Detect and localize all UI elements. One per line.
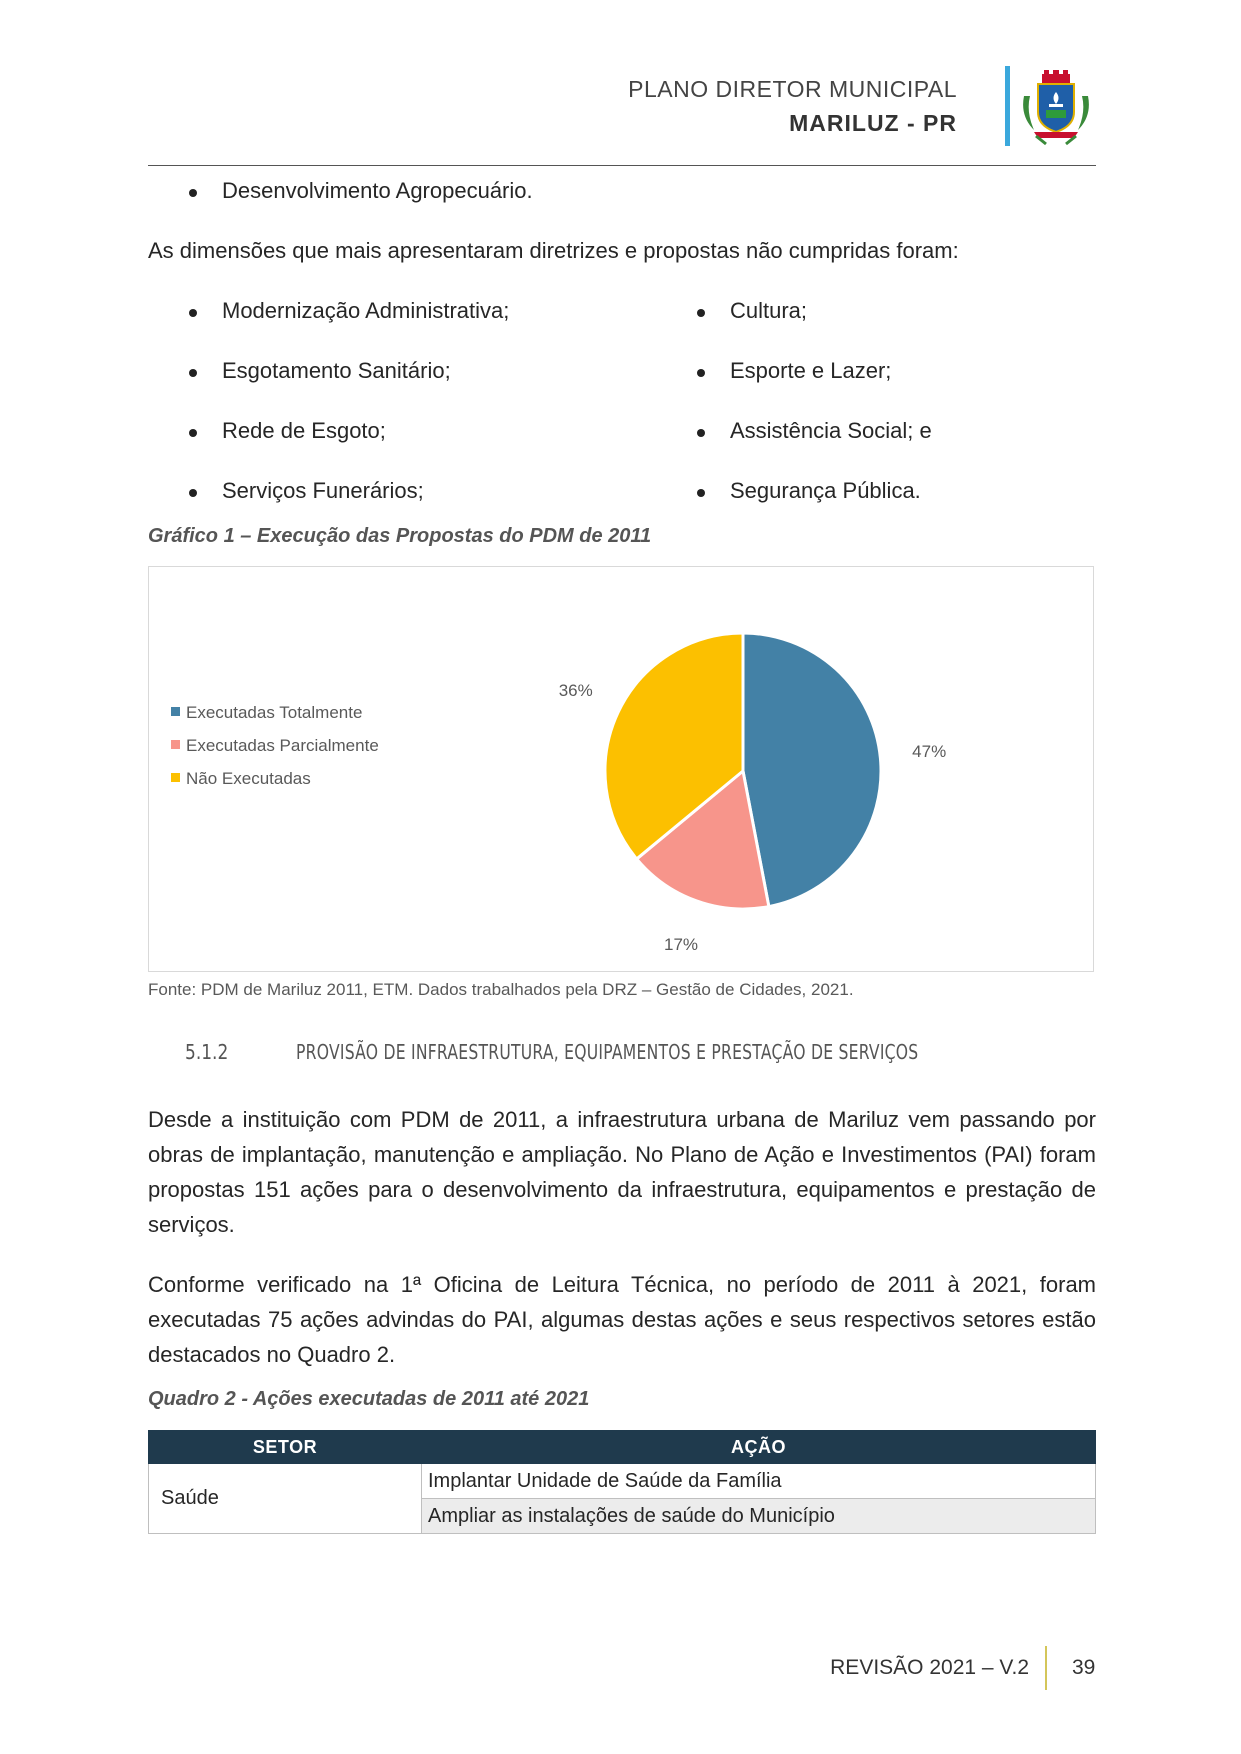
legend-label: Não Executadas [186, 769, 311, 788]
chart-source: Fonte: PDM de Mariluz 2011, ETM. Dados trabalhados pela DRZ – Gestão de Cidades, 2021. [148, 980, 854, 999]
dimension-item: Segurança Pública. [730, 478, 921, 503]
legend-swatch [171, 773, 180, 782]
chart-caption: Gráfico 1 – Execução das Propostas do PDM de 2011 [148, 525, 652, 547]
pie-data-label: 36% [558, 680, 593, 700]
table-caption: Quadro 2 - Ações executadas de 2011 até 2021 [148, 1388, 590, 1410]
dimensions-intro: As dimensões que mais apresentaram diretrizes e propostas não cumpridas foram: [148, 238, 959, 263]
dimension-item: Modernização Administrativa; [222, 298, 510, 323]
section-number: 5.1.2 [185, 1040, 229, 1064]
bullet-icon [189, 489, 197, 497]
header-accent-bar [1005, 66, 1010, 146]
pie-data-label: 47% [912, 742, 947, 762]
legend-label: Executadas Parcialmente [186, 736, 379, 755]
legend-item [171, 703, 362, 723]
pie-slice [743, 633, 881, 907]
legend-swatch [171, 707, 180, 716]
bullet-icon [189, 429, 197, 437]
bullet-icon [697, 309, 705, 317]
dimension-item: Serviços Funerários; [222, 478, 424, 503]
dimension-item: Rede de Esgoto; [222, 418, 386, 443]
bullet-icon [697, 489, 705, 497]
paragraph-infrastructure: Desde a instituição com PDM de 2011, a infraestrutura urbana de Mariluz vem passando por obras de implantação, manutenção e ampliação. No Plano de Ação e Investimentos (PAI) foram propostas 151 ações para o desenvolvimento da infraestrutura, equipamentos e prestação de serviços. [148, 1107, 1096, 1237]
table-cell-acao: Ampliar as instalações de saúde do Município [422, 1499, 1096, 1534]
bullet-icon [189, 369, 197, 377]
table-header-setor: SETOR [149, 1431, 422, 1464]
legend-swatch [171, 740, 180, 749]
municipal-crest-icon [1016, 66, 1096, 146]
legend-label: Executadas Totalmente [186, 703, 363, 722]
table-header-acao: AÇÃO [422, 1431, 1096, 1464]
table-row [149, 1464, 1096, 1499]
legend-item [171, 769, 311, 789]
bullet-icon [697, 429, 705, 437]
page-number: 39 [1072, 1656, 1096, 1679]
dimension-item: Cultura; [730, 298, 808, 323]
table-cell-setor: Saúde [149, 1464, 422, 1534]
pie-data-label: 17% [663, 935, 699, 954]
legend-item [171, 736, 379, 756]
table-cell-acao: Implantar Unidade de Saúde da Família [422, 1464, 1096, 1499]
pie-chart [148, 566, 1094, 972]
intro-bullet-item: Desenvolvimento Agropecuário. [222, 178, 533, 203]
header-title: PLANO DIRETOR MUNICIPAL [628, 76, 957, 102]
bullet-icon [697, 369, 705, 377]
dimension-item: Esporte e Lazer; [730, 358, 892, 383]
section-title: PROVISÃO DE INFRAESTRUTURA, EQUIPAMENTOS E PRESTAÇÃO DE SERVIÇOS [296, 1040, 919, 1064]
header-divider [148, 165, 1096, 166]
bullet-icon [189, 189, 197, 197]
actions-table [148, 1430, 1096, 1534]
paragraph-workshop: Conforme verificado na 1ª Oficina de Leitura Técnica, no período de 2011 à 2021, foram executadas 75 ações advindas do PAI, algumas destas ações e seus respectivos setores estão destacados no Quadro 2. [148, 1272, 1096, 1367]
footer-revision: REVISÃO 2021 – V.2 [830, 1656, 1029, 1679]
header-subtitle: MARILUZ - PR [789, 110, 957, 136]
bullet-icon [189, 309, 197, 317]
table-header-row [149, 1431, 1096, 1464]
dimension-item: Esgotamento Sanitário; [222, 358, 451, 383]
footer-divider [1045, 1646, 1047, 1690]
dimension-item: Assistência Social; e [730, 418, 932, 443]
